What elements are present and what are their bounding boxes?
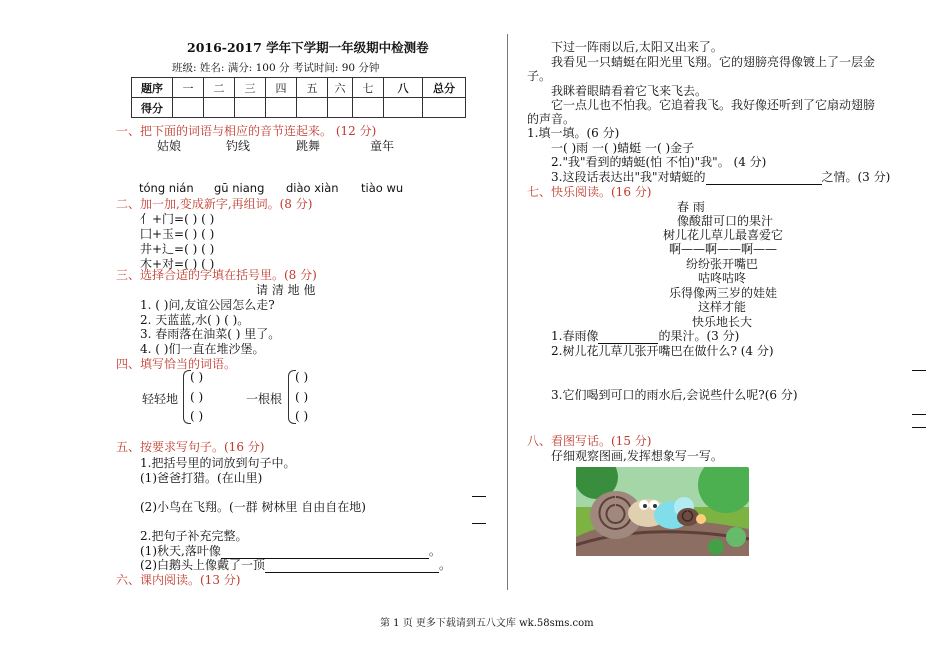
poem-line: 啊——啊——啊—— — [669, 242, 778, 256]
blank: ( ) — [190, 409, 204, 423]
pinyin: diào xiàn — [286, 181, 339, 195]
score-cell[interactable] — [384, 98, 423, 118]
table-cell: 八 — [384, 78, 423, 98]
passage-line: 的声音。 — [527, 112, 576, 126]
table-cell: 三 — [235, 78, 266, 98]
score-cell[interactable] — [328, 98, 353, 118]
question-item: 3. 春雨落在油菜( ) 里了。 — [140, 327, 281, 341]
word: 钓线 — [226, 139, 251, 153]
score-cell[interactable] — [173, 98, 204, 118]
question-end: 。 — [428, 544, 441, 558]
word-left: 轻轻地 — [142, 392, 179, 406]
score-cell[interactable] — [235, 98, 266, 118]
question-item: 1. ( )问,友谊公园怎么走? — [140, 298, 275, 312]
answer-line[interactable] — [472, 523, 486, 524]
table-cell: 题序 — [132, 78, 173, 98]
table-cell: 七 — [353, 78, 384, 98]
char-options: 请 清 地 他 — [256, 283, 316, 297]
score-table — [131, 77, 466, 118]
question-text: (2)白鹅头上像戴了一顶 — [140, 558, 265, 572]
answer-line[interactable] — [912, 414, 926, 415]
table-cell: 一 — [173, 78, 204, 98]
poem-line: 树儿花儿草儿最喜爱它 — [663, 228, 784, 242]
section-1-title: 一、把下面的词语与相应的音节连起来。 (12 分) — [116, 124, 377, 138]
table-cell: 得分 — [132, 98, 173, 118]
question-text: 1.春雨像 — [551, 329, 599, 343]
poem-line: 乐得像两三岁的娃娃 — [669, 286, 778, 300]
section-3-title: 三、选择合适的字填在括号里。(8 分) — [116, 268, 317, 282]
section-4-title: 四、填写恰当的词语。 — [116, 357, 237, 371]
table-row — [132, 98, 466, 118]
question-item: 4. ( )们一直在堆沙堡。 — [140, 342, 265, 356]
section-8-title: 八、看图写话。(15 分) — [527, 434, 652, 448]
score-cell[interactable] — [204, 98, 235, 118]
poem-title: 春 雨 — [677, 200, 705, 214]
pinyin: tiào wu — [361, 181, 404, 195]
fill-blank[interactable] — [706, 170, 822, 185]
question: 2."我"看到的蜻蜓(怕 不怕)"我"。 (4 分) — [551, 155, 767, 169]
question-item: (2)小鸟在飞翔。(一群 树林里 自由自在地) — [140, 500, 366, 514]
instruction: 仔细观察图画,发挥想象写一写。 — [551, 449, 723, 463]
question-text: (1)秋天,落叶像 — [140, 544, 221, 558]
poem-line: 这样才能 — [698, 300, 747, 314]
word-row: 木+对=( ) ( ) — [140, 257, 215, 271]
page-title: 2016-2017 学年下学期一年级期中检测卷 — [187, 40, 429, 55]
answer-line[interactable] — [472, 496, 486, 497]
fill-blank[interactable] — [265, 558, 439, 573]
table-cell: 二 — [204, 78, 235, 98]
table-cell: 五 — [297, 78, 328, 98]
passage-line: 子。 — [527, 69, 552, 83]
word: 跳舞 — [296, 139, 321, 153]
section-7-title: 七、快乐阅读。(16 分) — [527, 185, 652, 199]
question-item: 一( )雨 一( )蜻蜓 一( )金子 — [551, 141, 695, 155]
question-end: 。 — [439, 558, 452, 572]
table-cell: 六 — [328, 78, 353, 98]
poem-line: 像酸甜可口的果汁 — [677, 214, 774, 228]
answer-line[interactable] — [912, 427, 926, 428]
table-row — [132, 78, 466, 98]
column-divider — [507, 34, 508, 590]
poem-line: 咕咚咕咚 — [698, 271, 747, 285]
question-item: 2. 天蓝蓝,水( ) ( )。 — [140, 313, 250, 327]
question: 1.把括号里的词放到句子中。 — [140, 456, 296, 470]
snail-illustration — [576, 467, 749, 556]
word-row: 囗+玉=( ) ( ) — [140, 227, 215, 241]
passage-line: 我看见一只蜻蜓在阳光里飞翔。它的翅膀亮得像镀上了一层金 — [551, 55, 876, 69]
question-text: 的果汁。(3 分) — [658, 329, 740, 343]
footer: 第 1 页 更多下载请到五八文库 wk.58sms.com — [380, 618, 594, 629]
pinyin: tóng nián — [139, 181, 194, 195]
answer-line[interactable] — [912, 370, 926, 371]
blank: ( ) — [190, 370, 204, 384]
table-cell: 总分 — [423, 78, 466, 98]
blank: ( ) — [295, 370, 309, 384]
question-item: (1)爸爸打猎。(在山里) — [140, 471, 263, 485]
exam-info: 班级: 姓名: 满分: 100 分 考试时间: 90 分钟 — [172, 62, 380, 74]
word: 姑娘 — [157, 139, 182, 153]
poem-line: 纷纷张开嘴巴 — [686, 257, 759, 271]
blank: ( ) — [295, 390, 309, 404]
word: 童年 — [370, 139, 395, 153]
word-mid: 一根根 — [246, 392, 283, 406]
question: 1.填一填。(6 分) — [527, 126, 620, 140]
question-text: 3.这段话表达出"我"对蜻蜓的 — [551, 170, 706, 184]
passage-line: 我眯着眼睛看着它飞来飞去。 — [551, 84, 708, 98]
question: 2.把句子补充完整。 — [140, 529, 248, 543]
word-row: 井+辶=( ) ( ) — [140, 242, 215, 256]
score-cell[interactable] — [353, 98, 384, 118]
question-text: 之情。(3 分) — [821, 170, 891, 184]
passage-line: 它一点儿也不怕我。它追着我飞。我好像还听到了它扇动翅膀 — [551, 98, 876, 112]
score-cell[interactable] — [423, 98, 466, 118]
blank: ( ) — [190, 390, 204, 404]
table-cell: 四 — [266, 78, 297, 98]
score-cell[interactable] — [297, 98, 328, 118]
word-row: 亻+门=( ) ( ) — [140, 212, 215, 226]
section-2-title: 二、加一加,变成新字,再组词。(8 分) — [116, 197, 313, 211]
passage-line: 下过一阵雨以后,太阳又出来了。 — [551, 40, 723, 54]
blank: ( ) — [295, 409, 309, 423]
question: 3.它们喝到可口的雨水后,会说些什么呢?(6 分) — [551, 388, 798, 402]
question: 2.树儿花儿草儿张开嘴巴在做什么? (4 分) — [551, 344, 774, 358]
pinyin: gū niang — [214, 181, 265, 195]
score-cell[interactable] — [266, 98, 297, 118]
snail-image — [576, 467, 749, 556]
section-6-title: 六、课内阅读。(13 分) — [116, 573, 241, 587]
section-5-title: 五、按要求写句子。(16 分) — [116, 440, 265, 454]
poem-line: 快乐地长大 — [692, 315, 753, 329]
